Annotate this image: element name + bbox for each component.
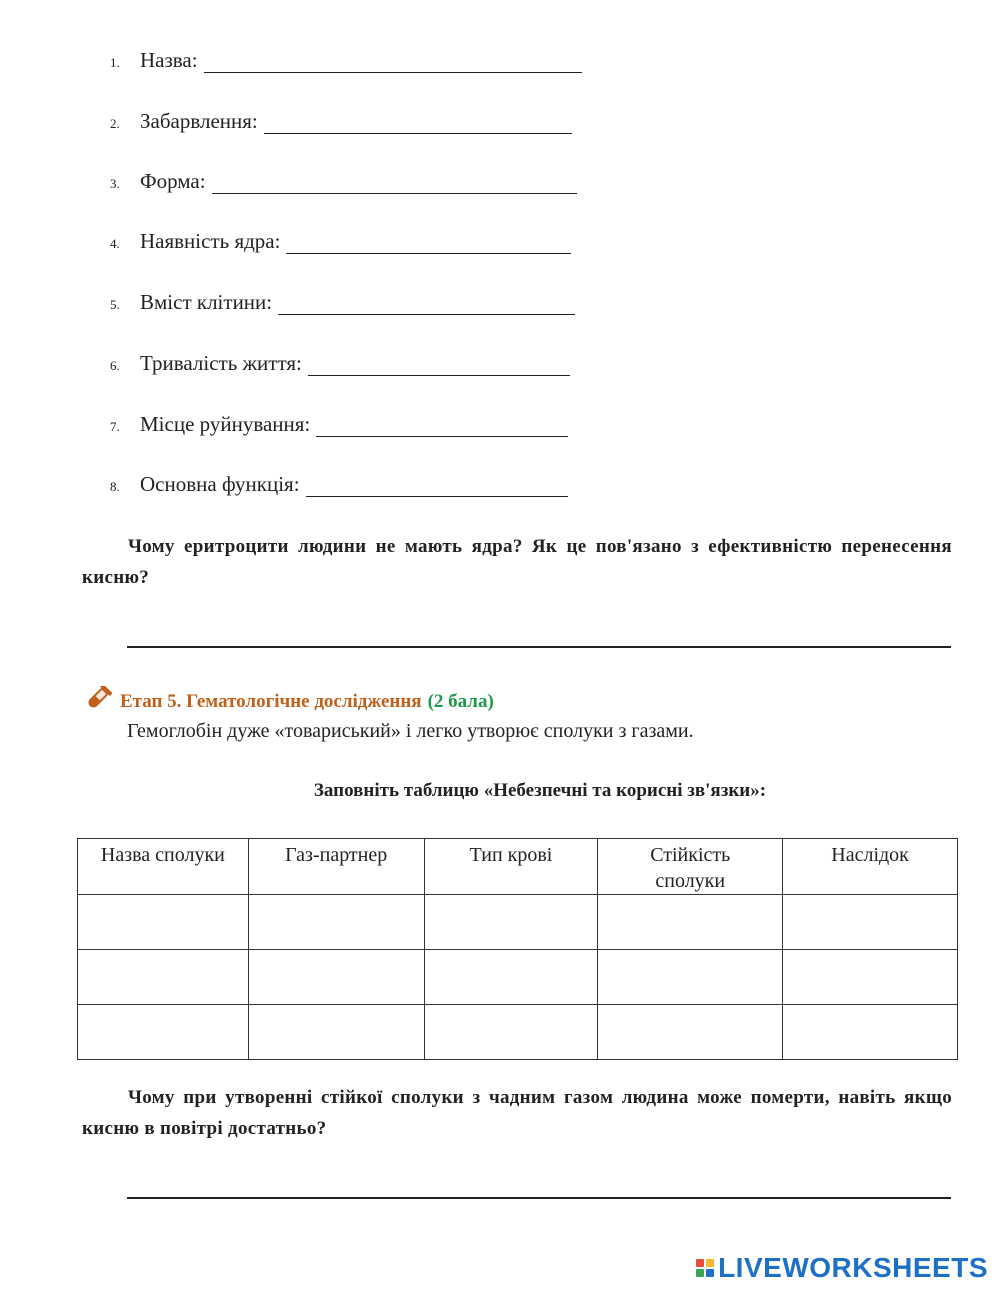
compounds-table — [77, 838, 958, 1060]
logo-blocks-icon — [696, 1259, 714, 1277]
stage-title: Етап 5. Гематологічне дослідження — [120, 691, 422, 712]
header-cell: Тип крові — [424, 839, 598, 895]
table-title: Заповніть таблицю «Небезпечні та корисні зв'язки»: — [313, 780, 767, 801]
list-item — [110, 229, 571, 254]
item-label: Назва: — [140, 48, 198, 72]
input-cell[interactable] — [248, 1005, 424, 1060]
item-number: 3. — [110, 176, 120, 191]
stage-points: (2 бала) — [427, 691, 494, 712]
item-label: Місце руйнування: — [140, 412, 311, 436]
input-cell[interactable] — [248, 895, 424, 950]
answer-blank[interactable] — [278, 296, 575, 315]
table-row — [78, 895, 958, 950]
answer-blank[interactable] — [306, 478, 568, 497]
input-cell[interactable] — [598, 895, 783, 950]
item-number: 1. — [110, 55, 120, 70]
list-item — [110, 351, 570, 376]
input-cell[interactable] — [424, 950, 598, 1005]
item-label: Вміст клітини: — [140, 290, 273, 314]
answer-blank[interactable] — [286, 235, 571, 254]
list-item — [110, 109, 572, 134]
header-cell: Газ-партнер — [248, 839, 424, 895]
list-item — [110, 169, 577, 194]
table-row — [78, 1005, 958, 1060]
input-cell[interactable] — [424, 895, 598, 950]
intro-paragraph: Гемоглобін дуже «товариський» і легко утворює сполуки з газами. — [127, 720, 694, 742]
answer-line-1[interactable] — [127, 646, 951, 648]
input-cell[interactable] — [598, 950, 783, 1005]
item-label: Наявність ядра: — [140, 229, 281, 253]
question-carbon-monoxide: Чому при утворенні стійкої сполуки з чадним газом людина може померти, навіть якщо кисню в повітрі достатньо? — [82, 1087, 952, 1139]
answer-blank[interactable] — [308, 357, 570, 376]
input-cell[interactable] — [248, 950, 424, 1005]
header-cell — [598, 839, 783, 895]
item-number: 2. — [110, 116, 120, 131]
answer-blank[interactable] — [316, 418, 568, 437]
list-item — [110, 48, 582, 73]
table-row — [78, 950, 958, 1005]
stage-heading — [82, 686, 494, 718]
list-item — [110, 290, 575, 315]
answer-blank[interactable] — [212, 175, 577, 194]
answer-blank[interactable] — [264, 115, 572, 134]
header-cell: Назва сполуки — [78, 839, 249, 895]
item-label: Основна функція: — [140, 472, 300, 496]
input-cell[interactable] — [424, 1005, 598, 1060]
list-item — [110, 412, 568, 437]
input-cell[interactable] — [78, 1005, 249, 1060]
item-label: Забарвлення: — [140, 109, 258, 133]
item-number: 4. — [110, 236, 120, 251]
question-nucleus: Чому еритроцити людини не мають ядра? Як це пов'язано з ефективністю перенесення кисню? — [82, 536, 952, 588]
answer-blank[interactable] — [204, 54, 582, 73]
item-number: 5. — [110, 297, 120, 312]
item-number: 7. — [110, 419, 120, 434]
input-cell[interactable] — [783, 950, 958, 1005]
item-number: 6. — [110, 358, 120, 373]
input-cell[interactable] — [783, 895, 958, 950]
list-item — [110, 472, 568, 497]
test-tube-icon — [82, 686, 112, 718]
item-number: 8. — [110, 479, 120, 494]
header-cell: Наслідок — [783, 839, 958, 895]
header-cell-text: Стійкість сполуки — [650, 844, 731, 892]
item-label: Форма: — [140, 169, 206, 193]
input-cell[interactable] — [598, 1005, 783, 1060]
table-header-row — [78, 839, 958, 895]
input-cell[interactable] — [78, 895, 249, 950]
input-cell[interactable] — [783, 1005, 958, 1060]
item-label: Тривалість життя: — [140, 351, 302, 375]
answer-line-2[interactable] — [127, 1197, 951, 1199]
input-cell[interactable] — [78, 950, 249, 1005]
logo-text: LIVEWORKSHEETS — [718, 1252, 988, 1283]
liveworksheets-logo — [696, 1252, 988, 1284]
